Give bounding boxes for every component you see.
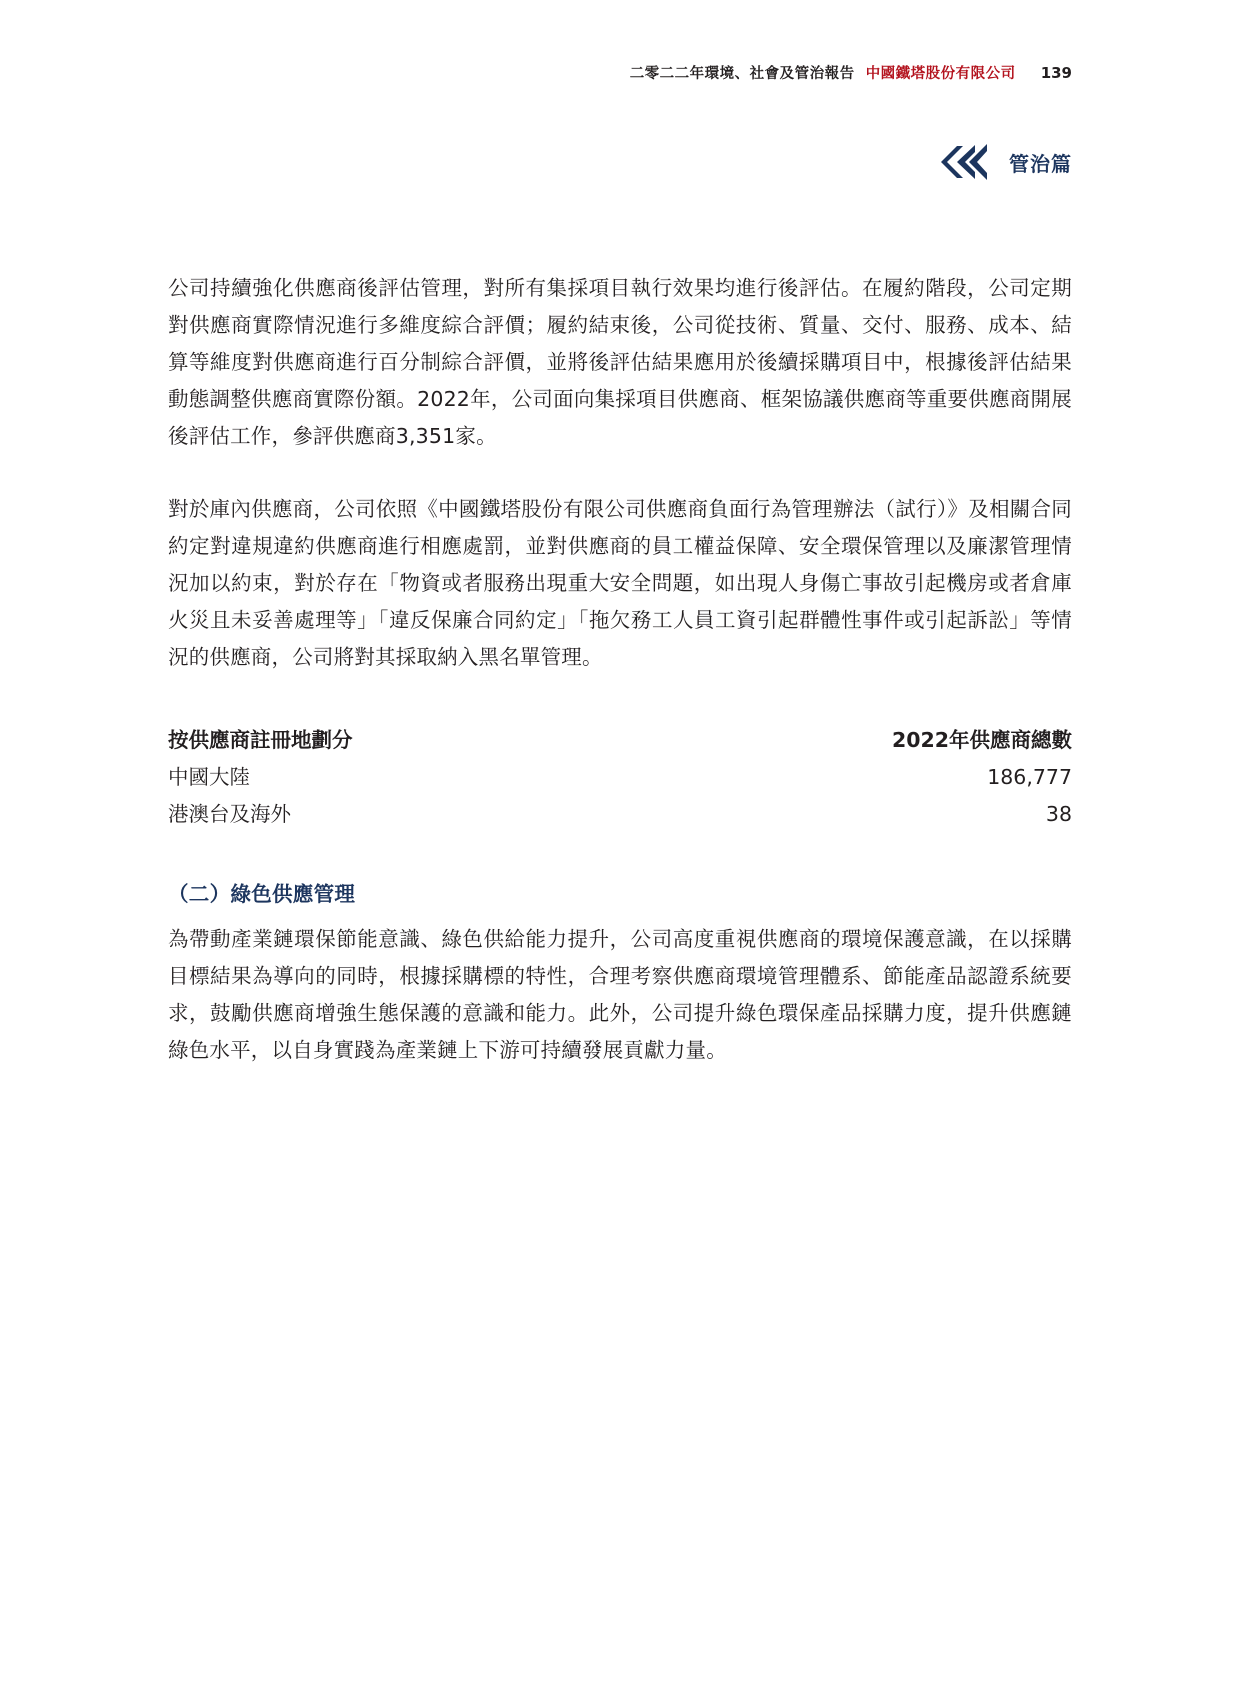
supplier-region-table (168, 722, 1072, 833)
table-row (168, 759, 1072, 796)
paragraph-supplier-evaluation: 公司持續強化供應商後評估管理，對所有集採項目執行效果均進行後評估。在履約階段，公司定期對供應商實際情況進行多維度綜合評價；履約結束後，公司從技術、質量、交付、服務、成本、結算等維度對供應商進行百分制綜合評價，並將後評估結果應用於後續採購項目中，根據後評估結果動態調整供應商實際份額。2022年，公司面向集採項目供應商、框架協議供應商等重要供應商開展後評估工作，參評供應商3,351家。 (168, 276, 1072, 448)
page-number: 139 (1040, 64, 1072, 82)
page-content (168, 270, 1072, 1069)
table-header-total: 2022年供應商總數 (891, 728, 1072, 752)
paragraph-supplier-penalty: 對於庫內供應商，公司依照《中國鐵塔股份有限公司供應商負面行為管理辦法（試行）》及相關合同約定對違規違約供應商進行相應處罰，並對供應商的員工權益保障、安全環保管理以及廉潔管理情況加以約束，對於存在「物資或者服務出現重大安全問題，如出現人身傷亡事故引起機房或者倉庫火災且未妥善處理等」「違反保廉合同約定」「拖欠務工人員工資引起群體性事件或引起訴訟」等情況的供應商，公司將對其採取納入黑名單管理。 (168, 497, 1072, 669)
table-header-region: 按供應商註冊地劃分 (168, 728, 353, 752)
table-cell-total: 186,777 (987, 765, 1072, 789)
section-tab (935, 142, 1072, 182)
section-heading-green-supply: （二）綠色供應管理 (168, 882, 356, 906)
paragraph-green-supply: 為帶動產業鏈環保節能意識、綠色供給能力提升，公司高度重視供應商的環境保護意識，在以採購目標結果為導向的同時，根據採購標的特性，合理考察供應商環境管理體系、節能產品認證系統要求，鼓勵供應商增強生態保護的意識和能力。此外，公司提升綠色環保產品採購力度，提升供應鏈綠色水平，以自身實踐為產業鏈上下游可持續發展貢獻力量。 (168, 927, 1072, 1062)
section-tab-label: 管治篇 (1009, 151, 1072, 176)
page-header (630, 62, 1072, 83)
table-cell-total: 38 (1045, 802, 1072, 826)
table-cell-region: 港澳台及海外 (168, 802, 291, 826)
double-chevron-left-icon (935, 142, 995, 182)
table-header-row (168, 722, 1072, 759)
table-row (168, 796, 1072, 833)
header-report-title: 二零二二年環境、社會及管治報告 (629, 66, 855, 82)
header-company-name: 中國鐵塔股份有限公司 (865, 66, 1016, 82)
table-cell-region: 中國大陸 (168, 765, 250, 789)
